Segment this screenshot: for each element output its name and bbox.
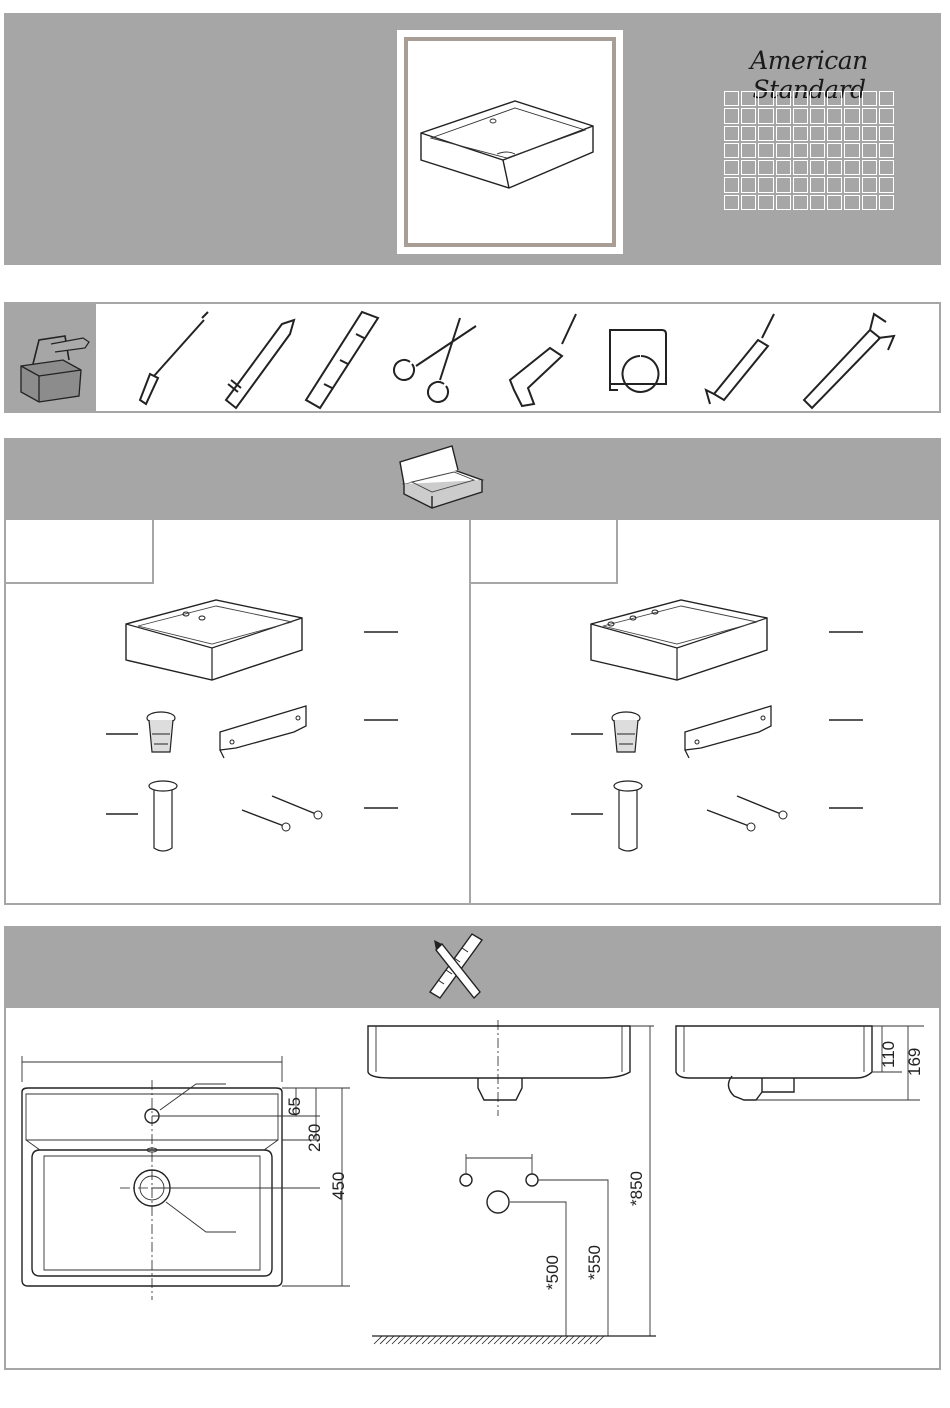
dim-550: *550 [585, 1245, 604, 1280]
language-cell [724, 126, 739, 141]
dim-850: *850 [627, 1171, 646, 1206]
language-cell [879, 108, 894, 123]
language-cell [776, 195, 791, 210]
language-cell [844, 108, 859, 123]
tool-icons [110, 304, 940, 411]
language-cell [810, 91, 825, 106]
language-cell [844, 160, 859, 175]
language-cell [827, 143, 842, 158]
language-cell [879, 195, 894, 210]
tailpipe-icon [614, 781, 642, 851]
dim-65: 65 [285, 1097, 304, 1116]
dim-450: 450 [329, 1171, 348, 1200]
language-cell [724, 160, 739, 175]
tailpipe-icon [149, 781, 177, 851]
language-cell [844, 195, 859, 210]
mounting-bracket-icon [220, 706, 306, 758]
pop-up-waste-icon [147, 712, 175, 752]
language-cell [827, 160, 842, 175]
language-cell [741, 108, 756, 123]
language-cell [827, 91, 842, 106]
pencil-icon [226, 320, 294, 408]
language-cell [776, 160, 791, 175]
basin-illustration-icon [397, 30, 623, 254]
mounting-bracket-icon [685, 706, 771, 758]
scissors-icon [394, 318, 476, 402]
language-cell [862, 160, 877, 175]
language-cell [741, 160, 756, 175]
language-cell [758, 195, 773, 210]
language-cell [879, 126, 894, 141]
drill-icon [510, 314, 576, 406]
language-cell [879, 160, 894, 175]
language-cell [844, 177, 859, 192]
basin-part-icon [591, 600, 767, 680]
language-grid [724, 91, 894, 210]
fixing-bolts-icon [707, 796, 787, 831]
pop-up-waste-icon [612, 712, 640, 752]
language-cell [724, 177, 739, 192]
language-cell [741, 195, 756, 210]
basin-part-icon [126, 600, 302, 680]
language-cell [776, 108, 791, 123]
language-cell [724, 143, 739, 158]
language-cell [776, 143, 791, 158]
language-cell [793, 160, 808, 175]
product-photo-frame [397, 30, 623, 254]
language-cell [862, 91, 877, 106]
language-cell [741, 177, 756, 192]
language-cell [844, 126, 859, 141]
language-cell [793, 195, 808, 210]
language-cell [879, 91, 894, 106]
language-cell [862, 126, 877, 141]
package-box-icon [398, 440, 498, 520]
language-cell [758, 91, 773, 106]
dim-110: 110 [879, 1040, 898, 1068]
language-cell [724, 108, 739, 123]
language-cell [724, 91, 739, 106]
spirit-level-icon [306, 312, 378, 408]
language-cell [758, 143, 773, 158]
language-cell [793, 143, 808, 158]
adjustable-wrench-icon [804, 314, 894, 408]
language-cell [793, 177, 808, 192]
language-cell [810, 108, 825, 123]
language-cell [741, 126, 756, 141]
language-cell [810, 126, 825, 141]
language-cell [758, 160, 773, 175]
language-cell [827, 108, 842, 123]
brand-logo: American Standard [750, 46, 868, 104]
parts-kit-left [6, 520, 466, 900]
language-cell [776, 91, 791, 106]
language-cell [758, 108, 773, 123]
language-cell [844, 143, 859, 158]
language-cell [827, 177, 842, 192]
language-cell [827, 195, 842, 210]
parts-kit-right [471, 520, 941, 900]
language-cell [793, 126, 808, 141]
language-cell [810, 195, 825, 210]
language-cell [758, 177, 773, 192]
language-cell [810, 177, 825, 192]
language-cell [879, 177, 894, 192]
language-cell [741, 143, 756, 158]
caulking-gun-icon [706, 314, 774, 404]
screwdriver-icon [140, 312, 208, 404]
toolbox-icon [5, 304, 96, 411]
language-cell [879, 143, 894, 158]
language-cell [793, 108, 808, 123]
language-cell [810, 143, 825, 158]
fixing-bolts-icon [242, 796, 322, 831]
language-cell [776, 126, 791, 141]
top-view-dims [280, 1080, 348, 1300]
dim-230: 230 [305, 1123, 324, 1152]
language-cell [758, 126, 773, 141]
language-cell [793, 91, 808, 106]
dim-500: *500 [543, 1255, 562, 1290]
language-cell [862, 177, 877, 192]
dim-169: 169 [905, 1047, 924, 1076]
language-cell [862, 143, 877, 158]
language-cell [776, 177, 791, 192]
tape-measure-icon [610, 330, 666, 392]
language-cell [810, 160, 825, 175]
side-elevation-dims [870, 1026, 930, 1106]
pencil-ruler-icon [424, 930, 494, 1006]
language-cell [741, 91, 756, 106]
language-cell [862, 195, 877, 210]
language-cell [827, 126, 842, 141]
language-cell [724, 195, 739, 210]
front-elevation-dims [530, 1150, 650, 1390]
language-cell [844, 91, 859, 106]
language-cell [862, 108, 877, 123]
